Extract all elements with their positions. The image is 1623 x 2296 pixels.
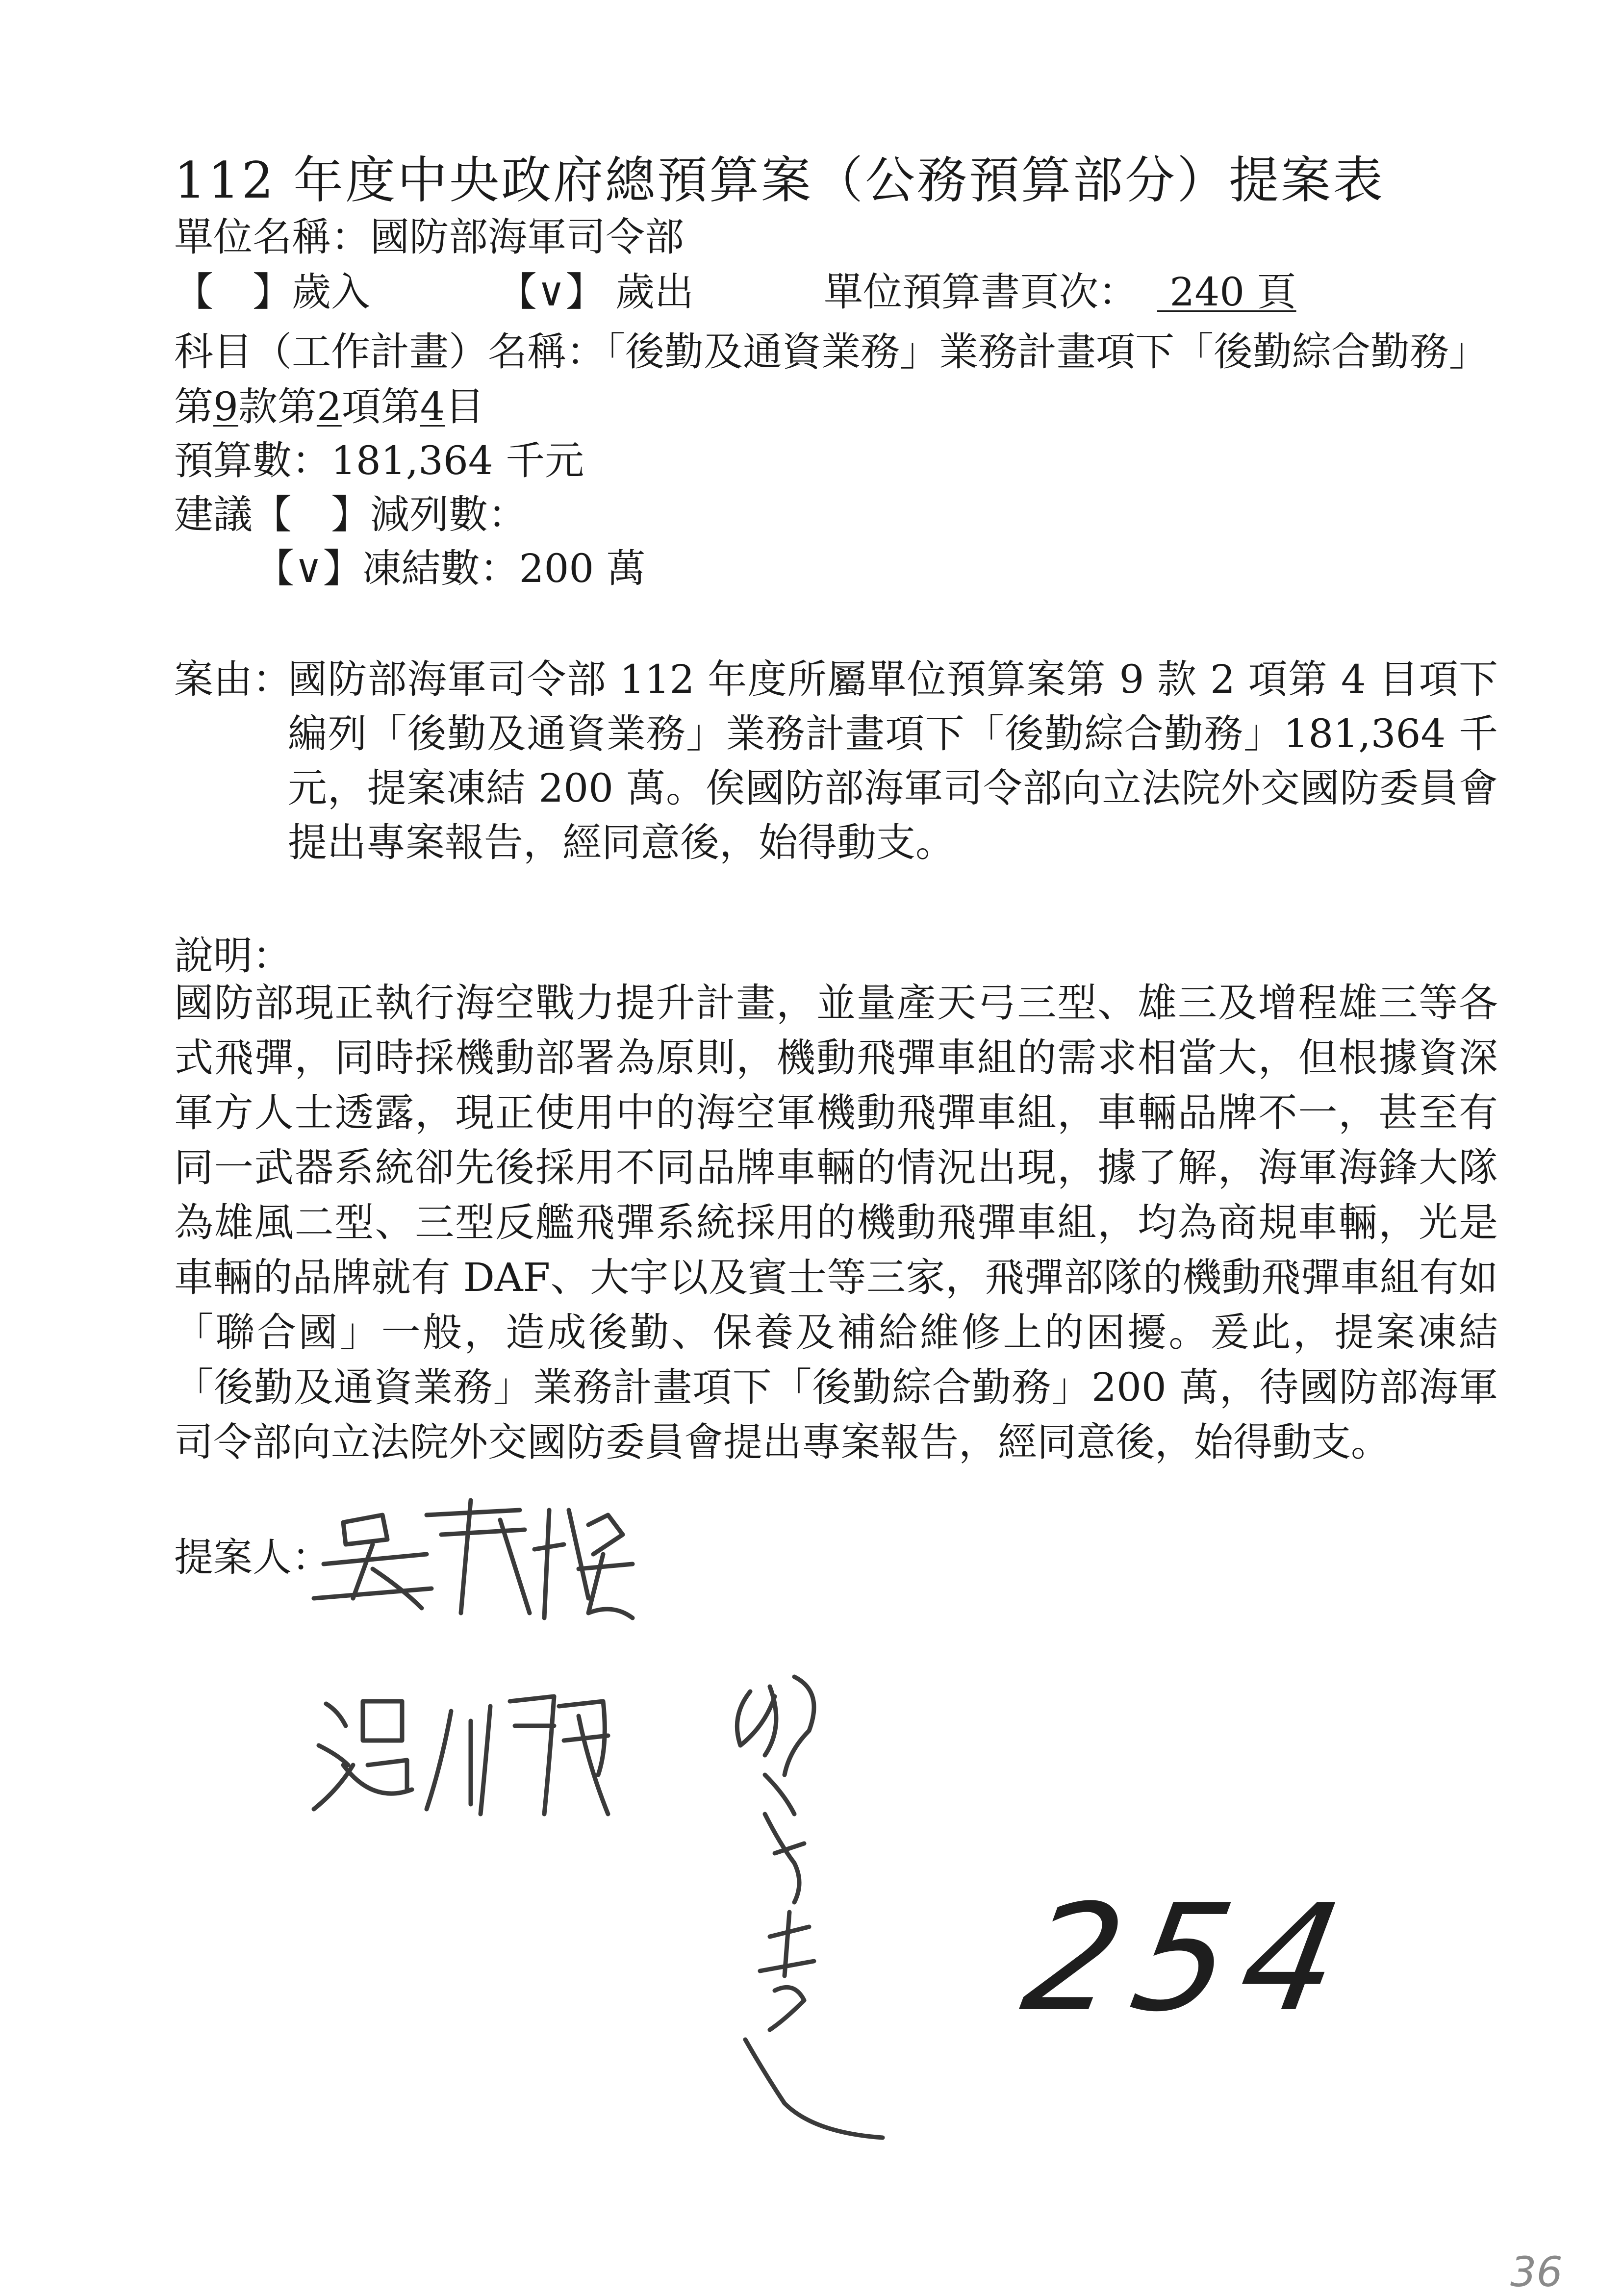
- reason-label: 案由：: [174, 656, 292, 702]
- handwritten-number: 254: [1012, 1873, 1368, 2044]
- revenue-label: 歲入: [292, 269, 370, 315]
- signature-2: [314, 1696, 608, 1814]
- item-prefix: 第: [174, 384, 213, 429]
- expenditure-checkbox: 【∨】: [498, 269, 605, 315]
- page-title: 112 年度中央政府總預算案（公務預算部分）提案表: [174, 151, 1385, 210]
- item-mid-2: 項第: [341, 384, 420, 429]
- explanation-text: 國防部現正執行海空戰力提升計畫，並量產天弓三型、雄三及增程雄三等各式飛彈，同時採機動部署為原則，機動飛彈車組的需求相當大，但根據資深軍方人士透露，現正使用中的海空軍機動飛彈車組，車輛品牌不一，甚至有同一武器系統卻先後採用不同品牌車輛的情況出現，據了解，海軍海鋒大隊為雄風二型、三型反艦飛彈系統採用的機動飛彈車組，均為商規車輛，光是車輛的品牌就有 DAF、大宇以及賓士等三家，飛彈部隊的機動飛彈車組有如「聯合國」一般，造成後勤、保養及補給維修上的困擾。爰此，提案凍結「後勤及通資業務」業務計畫項下「後勤綜合勤務」200 萬，待國防部海軍司令部向立法院外交國防委員會提出專案報告，經同意後，始得動支。: [174, 980, 1498, 1465]
- page-number-mark: 36: [1510, 2248, 1563, 2296]
- item-mu: 4: [420, 384, 445, 429]
- page-ref-label: 單位預算書頁次：: [824, 269, 1138, 315]
- explanation-label: 說明：: [174, 933, 292, 979]
- budget-amount: 預算數：181,364 千元: [174, 438, 584, 483]
- suggestion-reduce: 建議【 】減列數：: [174, 492, 527, 537]
- page-ref-value: 240 頁: [1157, 269, 1296, 315]
- signature-3: [737, 1677, 883, 2138]
- item-mid-1: 款第: [238, 384, 317, 429]
- item-xiang: 2: [316, 384, 342, 429]
- revenue-checkbox: 【 】: [174, 269, 292, 315]
- reason-text: 國防部海軍司令部 112 年度所屬單位預算案第 9 款 2 項第 4 目項下編列「後勤及通資業務」業務計畫項下「後勤綜合勤務」181,364 千元，提案凍結 200 萬。俟國防部海軍司令部向立法院外交國防委員會提出專案報告，經同意後，始得動支。: [288, 656, 1498, 865]
- signature-1: [314, 1500, 633, 1618]
- item-kuan: 9: [213, 384, 238, 429]
- item-suffix: 目: [445, 384, 484, 429]
- subject-name: 科目（工作計畫）名稱：「後勤及通資業務」業務計畫項下「後勤綜合勤務」: [174, 329, 1488, 375]
- unit-name: 單位名稱：國防部海軍司令部: [174, 214, 684, 260]
- proposer-label: 提案人：: [174, 1535, 331, 1580]
- suggestion-freeze: 【∨】凍結數：200 萬: [255, 546, 646, 591]
- expenditure-label: 歲出: [615, 269, 694, 315]
